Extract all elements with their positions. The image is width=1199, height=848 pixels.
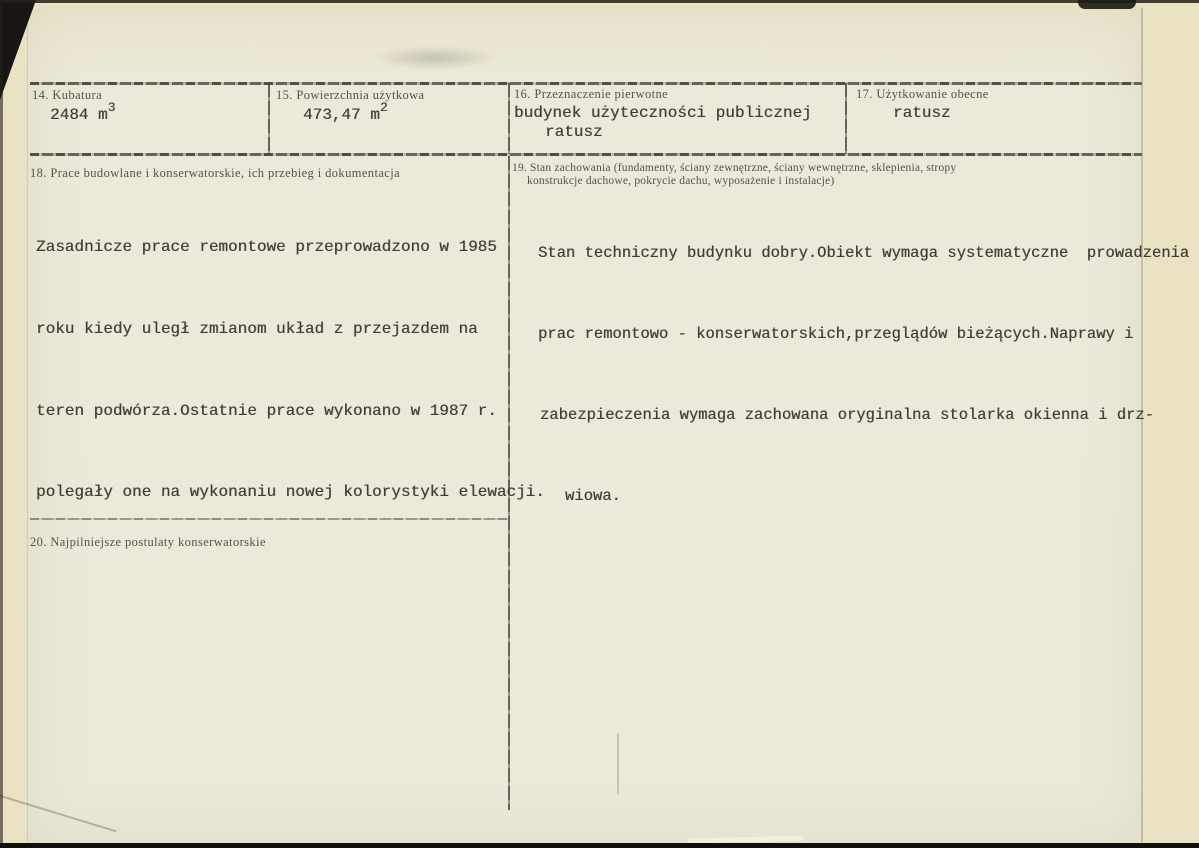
field-19-text-line: wiowa. — [565, 487, 621, 505]
field-19-text-line: zabezpieczenia wymaga zachowana oryginalna stolarka okienna i drz- — [540, 406, 1154, 424]
field-16-value-line2: ratusz — [545, 123, 603, 141]
field-15-label: 15. Powierzchnia użytkowa — [276, 88, 425, 102]
divider-16-17 — [845, 83, 847, 154]
field-18-text-line: Zasadnicze prace remontowe przeprowadzono w 1985 — [36, 238, 497, 257]
faint-smudge-mark — [372, 46, 498, 70]
rule-middle — [30, 153, 1142, 156]
field-17-label: 17. Użytkowanie obecne — [856, 87, 989, 101]
field-18-label: 18. Prace budowlane i konserwatorskie, ich przebieg i dokumentacja — [30, 166, 401, 180]
vertical-crease — [617, 733, 619, 795]
field-19-label-line2: konstrukcje dachowe, pokrycie dachu, wyposażenie i instalacje) — [527, 175, 835, 187]
field-18-text-line: polegały one na wykonaniu nowej kolorystyki elewacji. — [36, 483, 545, 502]
field-15-value-superscript: 2 — [379, 99, 388, 115]
scan-left-edge — [0, 0, 3, 848]
field-18-text-line: roku kiedy uległ zmianom układ z przejazdem na — [36, 320, 478, 339]
field-16-label: 16. Przeznaczenie pierwotne — [514, 87, 669, 101]
field-18-text — [36, 180, 545, 561]
field-17-value: ratusz — [893, 104, 951, 122]
field-19-text-line: Stan techniczny budynku dobry.Obiekt wymaga systematyczne prowadzenia — [538, 244, 1190, 262]
paper-left-edge — [27, 8, 28, 842]
scan-top-right-notch — [1078, 0, 1136, 9]
rule-top — [30, 82, 1142, 85]
field-19-label-line1: 19. Stan zachowania (fundamenty, ściany zewnętrzne, ściany wewnętrzne, sklepienia, stropy — [512, 162, 957, 174]
divider-14-15 — [268, 83, 270, 154]
scan-top-edge — [0, 0, 1199, 3]
scan-bottom-edge — [0, 843, 1199, 848]
field-15-value — [303, 99, 388, 124]
field-14-value-superscript: 3 — [107, 99, 116, 115]
field-20-label: 20. Najpilniejsze postulaty konserwatorskie — [30, 535, 266, 549]
field-14-label: 14. Kubatura — [32, 88, 103, 102]
field-14-value-number: 2484 m — [50, 106, 108, 124]
field-19-text — [538, 186, 1189, 564]
field-19-text-line: prac remontowo - konserwatorskich,przeglądów bieżących.Naprawy i — [538, 325, 1134, 343]
divider-15-16 — [508, 83, 510, 154]
field-14-value — [50, 99, 116, 124]
field-18-text-line: teren podwórza.Ostatnie prace wykonano w 1987 r. — [36, 401, 497, 420]
field-16-value-line1: budynek użyteczności publicznej — [514, 104, 812, 122]
field-15-value-number: 473,47 m — [303, 106, 380, 124]
